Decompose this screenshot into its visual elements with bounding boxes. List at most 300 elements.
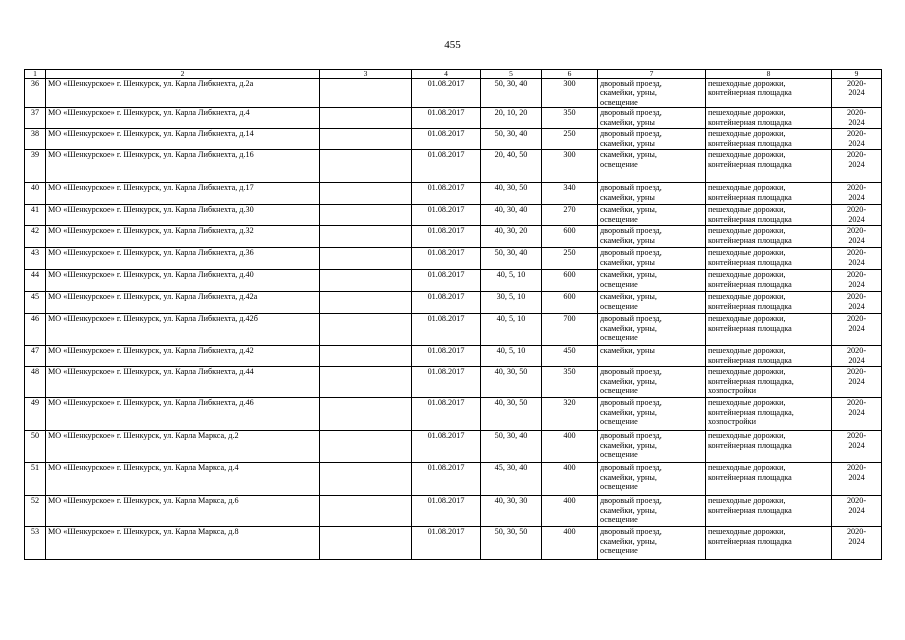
period-cell-line: 2020- bbox=[846, 183, 867, 193]
works-cell-line: скамейки, урны, bbox=[600, 407, 657, 417]
period-cell bbox=[832, 150, 882, 183]
date-cell: 01.08.2017 bbox=[412, 292, 481, 314]
additional-works-cell-line: пешеходные дорожки, bbox=[708, 367, 786, 377]
column-3-cell bbox=[320, 150, 412, 183]
additional-works-cell-line: пешеходные дорожки, bbox=[708, 270, 786, 280]
period-cell-line: 2020- bbox=[846, 270, 867, 280]
additional-works-cell bbox=[706, 367, 832, 398]
additional-works-cell-line: контейнерная площадка bbox=[708, 235, 792, 245]
values-cell: 40, 30, 30 bbox=[481, 496, 542, 527]
area-cell: 450 bbox=[542, 346, 598, 367]
column-3-cell bbox=[320, 431, 412, 463]
address-cell: МО «Шенкурское» г. Шенкурск, ул. Карла Либкнехта, д.2а bbox=[46, 79, 320, 108]
works-cell-line: освещение bbox=[600, 515, 638, 525]
values-cell: 50, 30, 40 bbox=[481, 431, 542, 463]
row-number: 39 bbox=[25, 150, 46, 183]
values-cell: 45, 30, 40 bbox=[481, 463, 542, 496]
period-cell-line: 2020- bbox=[846, 226, 867, 236]
period-cell bbox=[832, 270, 882, 292]
values-cell: 50, 30, 40 bbox=[481, 79, 542, 108]
values-cell: 20, 40, 50 bbox=[481, 150, 542, 183]
additional-works-cell-line: контейнерная площадка bbox=[708, 88, 792, 98]
area-cell: 400 bbox=[542, 496, 598, 527]
additional-works-cell bbox=[706, 108, 832, 129]
column-3-cell bbox=[320, 270, 412, 292]
period-cell bbox=[832, 398, 882, 431]
date-cell: 01.08.2017 bbox=[412, 527, 481, 560]
additional-works-cell bbox=[706, 346, 832, 367]
works-cell bbox=[598, 431, 706, 463]
works-cell-line: скамейки, урны, bbox=[600, 376, 657, 386]
area-cell: 600 bbox=[542, 270, 598, 292]
additional-works-cell-line: пешеходные дорожки, bbox=[708, 463, 786, 473]
period-cell-line: 2020- bbox=[846, 292, 867, 302]
works-cell-line: освещение bbox=[600, 450, 638, 460]
row-number: 51 bbox=[25, 463, 46, 496]
additional-works-cell-line: пешеходные дорожки, bbox=[708, 292, 786, 302]
additional-works-cell bbox=[706, 150, 832, 183]
works-cell-line: дворовый проезд, bbox=[600, 367, 662, 377]
additional-works-cell bbox=[706, 183, 832, 205]
works-cell-line: скамейки, урны bbox=[600, 257, 655, 267]
row-number: 49 bbox=[25, 398, 46, 431]
area-cell: 400 bbox=[542, 463, 598, 496]
works-cell-line: скамейки, урны, bbox=[600, 150, 657, 160]
works-cell bbox=[598, 183, 706, 205]
period-cell-line: 2020- bbox=[846, 129, 867, 139]
row-number: 48 bbox=[25, 367, 46, 398]
additional-works-cell-line: пешеходные дорожки, bbox=[708, 150, 786, 160]
date-cell: 01.08.2017 bbox=[412, 129, 481, 150]
additional-works-cell-line: контейнерная площадка bbox=[708, 138, 792, 148]
row-number: 42 bbox=[25, 226, 46, 248]
address-cell: МО «Шенкурское» г. Шенкурск, ул. Карла Либкнехта, д.42а bbox=[46, 292, 320, 314]
table-row bbox=[25, 270, 882, 292]
additional-works-cell-line: контейнерная площадка bbox=[708, 323, 792, 333]
works-cell-line: дворовый проезд, bbox=[600, 108, 662, 118]
period-cell-line: 2024 bbox=[848, 192, 865, 202]
works-cell-line: дворовый проезд, bbox=[600, 398, 662, 408]
improvement-table bbox=[24, 69, 882, 560]
values-cell: 40, 5, 10 bbox=[481, 314, 542, 346]
address-cell: МО «Шенкурское» г. Шенкурск, ул. Карла Либкнехта, д.42 bbox=[46, 346, 320, 367]
works-cell bbox=[598, 129, 706, 150]
works-cell-line: дворовый проезд, bbox=[600, 463, 662, 473]
additional-works-cell bbox=[706, 226, 832, 248]
period-cell bbox=[832, 248, 882, 270]
period-cell-line: 2020- bbox=[846, 314, 867, 324]
additional-works-cell-line: пешеходные дорожки, bbox=[708, 346, 786, 356]
row-number: 46 bbox=[25, 314, 46, 346]
works-cell bbox=[598, 527, 706, 560]
column-3-cell bbox=[320, 183, 412, 205]
period-cell bbox=[832, 367, 882, 398]
additional-works-cell-line: контейнерная площадка bbox=[708, 159, 792, 169]
period-cell bbox=[832, 292, 882, 314]
values-cell: 50, 30, 40 bbox=[481, 129, 542, 150]
works-cell-line: скамейки, урны, bbox=[600, 505, 657, 515]
works-cell-line: скамейки, урны, bbox=[600, 88, 657, 98]
period-cell bbox=[832, 527, 882, 560]
table-row bbox=[25, 150, 882, 183]
works-cell-line: скамейки, урны bbox=[600, 138, 655, 148]
values-cell: 40, 5, 10 bbox=[481, 346, 542, 367]
additional-works-cell bbox=[706, 129, 832, 150]
additional-works-cell-line: пешеходные дорожки, bbox=[708, 205, 786, 215]
period-cell-line: 2024 bbox=[848, 88, 865, 98]
additional-works-cell bbox=[706, 270, 832, 292]
period-cell-line: 2020- bbox=[846, 463, 867, 473]
column-header-5: 5 bbox=[481, 70, 542, 79]
period-cell-line: 2024 bbox=[848, 376, 865, 386]
table-row bbox=[25, 108, 882, 129]
works-cell bbox=[598, 108, 706, 129]
row-number: 37 bbox=[25, 108, 46, 129]
column-header-2: 2 bbox=[46, 70, 320, 79]
additional-works-cell-line: пешеходные дорожки, bbox=[708, 226, 786, 236]
table-row bbox=[25, 496, 882, 527]
column-header-6: 6 bbox=[542, 70, 598, 79]
additional-works-cell-line: контейнерная площадка bbox=[708, 505, 792, 515]
row-number: 50 bbox=[25, 431, 46, 463]
works-cell bbox=[598, 150, 706, 183]
row-number: 38 bbox=[25, 129, 46, 150]
address-cell: МО «Шенкурское» г. Шенкурск, ул. Карла Маркса, д.6 bbox=[46, 496, 320, 527]
additional-works-cell-line: контейнерная площадка bbox=[708, 472, 792, 482]
area-cell: 350 bbox=[542, 367, 598, 398]
date-cell: 01.08.2017 bbox=[412, 150, 481, 183]
works-cell bbox=[598, 496, 706, 527]
column-3-cell bbox=[320, 463, 412, 496]
works-cell-line: дворовый проезд, bbox=[600, 431, 662, 441]
period-cell-line: 2024 bbox=[848, 159, 865, 169]
works-cell-line: освещение bbox=[600, 333, 638, 343]
address-cell: МО «Шенкурское» г. Шенкурск, ул. Карла Либкнехта, д.14 bbox=[46, 129, 320, 150]
area-cell: 600 bbox=[542, 292, 598, 314]
works-cell-line: дворовый проезд, bbox=[600, 248, 662, 258]
additional-works-cell bbox=[706, 248, 832, 270]
works-cell bbox=[598, 292, 706, 314]
row-number: 53 bbox=[25, 527, 46, 560]
area-cell: 320 bbox=[542, 398, 598, 431]
address-cell: МО «Шенкурское» г. Шенкурск, ул. Карла Либкнехта, д.40 bbox=[46, 270, 320, 292]
date-cell: 01.08.2017 bbox=[412, 346, 481, 367]
column-3-cell bbox=[320, 314, 412, 346]
values-cell: 40, 30, 40 bbox=[481, 205, 542, 226]
additional-works-cell-line: контейнерная площадка bbox=[708, 355, 792, 365]
column-number-row bbox=[25, 70, 882, 79]
works-cell bbox=[598, 79, 706, 108]
area-cell: 300 bbox=[542, 79, 598, 108]
additional-works-cell bbox=[706, 496, 832, 527]
area-cell: 700 bbox=[542, 314, 598, 346]
period-cell-line: 2020- bbox=[846, 496, 867, 506]
column-header-7: 7 bbox=[598, 70, 706, 79]
table-row bbox=[25, 431, 882, 463]
period-cell-line: 2020- bbox=[846, 79, 867, 88]
address-cell: МО «Шенкурское» г. Шенкурск, ул. Карла Либкнехта, д.4 bbox=[46, 108, 320, 129]
works-cell-line: освещение bbox=[600, 214, 638, 224]
column-header-1: 1 bbox=[25, 70, 46, 79]
address-cell: МО «Шенкурское» г. Шенкурск, ул. Карла Маркса, д.4 bbox=[46, 463, 320, 496]
works-cell bbox=[598, 205, 706, 226]
address-cell: МО «Шенкурское» г. Шенкурск, ул. Карла Либкнехта, д.16 bbox=[46, 150, 320, 183]
table-row bbox=[25, 346, 882, 367]
date-cell: 01.08.2017 bbox=[412, 398, 481, 431]
additional-works-cell-line: контейнерная площадка bbox=[708, 214, 792, 224]
additional-works-cell-line: контейнерная площадка bbox=[708, 257, 792, 267]
period-cell-line: 2020- bbox=[846, 150, 867, 160]
table-row bbox=[25, 463, 882, 496]
date-cell: 01.08.2017 bbox=[412, 248, 481, 270]
period-cell-line: 2024 bbox=[848, 257, 865, 267]
values-cell: 40, 30, 50 bbox=[481, 183, 542, 205]
additional-works-cell-line: пешеходные дорожки, bbox=[708, 398, 786, 408]
column-3-cell bbox=[320, 367, 412, 398]
works-cell-line: скамейки, урны bbox=[600, 235, 655, 245]
additional-works-cell-line: контейнерная площадка bbox=[708, 279, 792, 289]
works-cell-line: дворовый проезд, bbox=[600, 496, 662, 506]
address-cell: МО «Шенкурское» г. Шенкурск, ул. Карла Либкнехта, д.36 bbox=[46, 248, 320, 270]
date-cell: 01.08.2017 bbox=[412, 314, 481, 346]
table-row bbox=[25, 292, 882, 314]
area-cell: 400 bbox=[542, 431, 598, 463]
column-3-cell bbox=[320, 496, 412, 527]
additional-works-cell-line: контейнерная площадка, bbox=[708, 376, 794, 386]
works-cell-line: освещение bbox=[600, 482, 638, 492]
period-cell-line: 2024 bbox=[848, 355, 865, 365]
additional-works-cell bbox=[706, 314, 832, 346]
additional-works-cell-line: пешеходные дорожки, bbox=[708, 496, 786, 506]
additional-works-cell bbox=[706, 205, 832, 226]
date-cell: 01.08.2017 bbox=[412, 205, 481, 226]
period-cell-line: 2020- bbox=[846, 346, 867, 356]
date-cell: 01.08.2017 bbox=[412, 226, 481, 248]
additional-works-cell-line: пешеходные дорожки, bbox=[708, 183, 786, 193]
additional-works-cell-line: хозпостройки bbox=[708, 417, 757, 427]
period-cell-line: 2024 bbox=[848, 323, 865, 333]
column-3-cell bbox=[320, 398, 412, 431]
works-cell-line: дворовый проезд, bbox=[600, 527, 662, 537]
works-cell bbox=[598, 463, 706, 496]
works-cell bbox=[598, 346, 706, 367]
column-3-cell bbox=[320, 292, 412, 314]
address-cell: МО «Шенкурское» г. Шенкурск, ул. Карла Маркса, д.2 bbox=[46, 431, 320, 463]
works-cell-line: скамейки, урны, bbox=[600, 270, 657, 280]
works-cell-line: скамейки, урны, bbox=[600, 536, 657, 546]
period-cell-line: 2024 bbox=[848, 117, 865, 127]
values-cell: 30, 5, 10 bbox=[481, 292, 542, 314]
works-cell-line: освещение bbox=[600, 159, 638, 169]
works-cell-line: освещение bbox=[600, 279, 638, 289]
address-cell: МО «Шенкурское» г. Шенкурск, ул. Карла Либкнехта, д.44 bbox=[46, 367, 320, 398]
values-cell: 40, 5, 10 bbox=[481, 270, 542, 292]
additional-works-cell-line: пешеходные дорожки, bbox=[708, 108, 786, 118]
additional-works-cell-line: пешеходные дорожки, bbox=[708, 314, 786, 324]
additional-works-cell bbox=[706, 79, 832, 108]
period-cell bbox=[832, 205, 882, 226]
works-cell-line: скамейки, урны bbox=[600, 346, 655, 356]
additional-works-cell bbox=[706, 431, 832, 463]
row-number: 45 bbox=[25, 292, 46, 314]
works-cell bbox=[598, 248, 706, 270]
column-header-3: 3 bbox=[320, 70, 412, 79]
table-row bbox=[25, 79, 882, 108]
period-cell-line: 2020- bbox=[846, 527, 867, 537]
period-cell-line: 2024 bbox=[848, 440, 865, 450]
table-row bbox=[25, 398, 882, 431]
period-cell bbox=[832, 496, 882, 527]
period-cell-line: 2020- bbox=[846, 398, 867, 408]
works-cell-line: освещение bbox=[600, 546, 638, 556]
date-cell: 01.08.2017 bbox=[412, 270, 481, 292]
column-3-cell bbox=[320, 205, 412, 226]
works-cell-line: дворовый проезд, bbox=[600, 226, 662, 236]
additional-works-cell bbox=[706, 292, 832, 314]
works-cell-line: скамейки, урны, bbox=[600, 472, 657, 482]
date-cell: 01.08.2017 bbox=[412, 108, 481, 129]
works-cell bbox=[598, 270, 706, 292]
period-cell bbox=[832, 314, 882, 346]
date-cell: 01.08.2017 bbox=[412, 496, 481, 527]
period-cell-line: 2020- bbox=[846, 248, 867, 258]
period-cell-line: 2020- bbox=[846, 367, 867, 377]
works-cell-line: скамейки, урны, bbox=[600, 292, 657, 302]
works-cell-line: скамейки, урны, bbox=[600, 440, 657, 450]
column-3-cell bbox=[320, 79, 412, 108]
column-header-4: 4 bbox=[412, 70, 481, 79]
additional-works-cell bbox=[706, 398, 832, 431]
address-cell: МО «Шенкурское» г. Шенкурск, ул. Карла Либкнехта, д.17 bbox=[46, 183, 320, 205]
table-body bbox=[25, 79, 882, 560]
additional-works-cell-line: пешеходные дорожки, bbox=[708, 431, 786, 441]
works-cell-line: дворовый проезд, bbox=[600, 183, 662, 193]
works-cell-line: дворовый проезд, bbox=[600, 314, 662, 324]
table-row bbox=[25, 205, 882, 226]
date-cell: 01.08.2017 bbox=[412, 431, 481, 463]
period-cell-line: 2024 bbox=[848, 138, 865, 148]
area-cell: 270 bbox=[542, 205, 598, 226]
additional-works-cell-line: контейнерная площадка bbox=[708, 301, 792, 311]
column-3-cell bbox=[320, 108, 412, 129]
period-cell bbox=[832, 108, 882, 129]
period-cell-line: 2024 bbox=[848, 214, 865, 224]
values-cell: 40, 30, 20 bbox=[481, 226, 542, 248]
address-cell: МО «Шенкурское» г. Шенкурск, ул. Карла Либкнехта, д.30 bbox=[46, 205, 320, 226]
period-cell bbox=[832, 431, 882, 463]
table-row bbox=[25, 183, 882, 205]
period-cell bbox=[832, 463, 882, 496]
period-cell-line: 2024 bbox=[848, 235, 865, 245]
period-cell-line: 2024 bbox=[848, 279, 865, 289]
column-3-cell bbox=[320, 248, 412, 270]
page-number: 455 bbox=[444, 39, 461, 51]
additional-works-cell-line: контейнерная площадка bbox=[708, 440, 792, 450]
works-cell-line: скамейки, урны, bbox=[600, 205, 657, 215]
area-cell: 250 bbox=[542, 248, 598, 270]
row-number: 41 bbox=[25, 205, 46, 226]
works-cell bbox=[598, 226, 706, 248]
area-cell: 250 bbox=[542, 129, 598, 150]
period-cell-line: 2024 bbox=[848, 472, 865, 482]
values-cell: 40, 30, 50 bbox=[481, 398, 542, 431]
date-cell: 01.08.2017 bbox=[412, 79, 481, 108]
additional-works-cell-line: пешеходные дорожки, bbox=[708, 129, 786, 139]
additional-works-cell-line: пешеходные дорожки, bbox=[708, 527, 786, 537]
additional-works-cell-line: пешеходные дорожки, bbox=[708, 79, 786, 88]
period-cell bbox=[832, 183, 882, 205]
additional-works-cell-line: контейнерная площадка bbox=[708, 117, 792, 127]
works-cell-line: освещение bbox=[600, 386, 638, 396]
period-cell bbox=[832, 129, 882, 150]
table-row bbox=[25, 527, 882, 560]
works-cell-line: освещение bbox=[600, 97, 638, 107]
works-cell bbox=[598, 314, 706, 346]
column-header-8: 8 bbox=[706, 70, 832, 79]
row-number: 52 bbox=[25, 496, 46, 527]
address-cell: МО «Шенкурское» г. Шенкурск, ул. Карла Либкнехта, д.46 bbox=[46, 398, 320, 431]
additional-works-cell bbox=[706, 527, 832, 560]
date-cell: 01.08.2017 bbox=[412, 183, 481, 205]
date-cell: 01.08.2017 bbox=[412, 367, 481, 398]
period-cell bbox=[832, 346, 882, 367]
address-cell: МО «Шенкурское» г. Шенкурск, ул. Карла Либкнехта, д.42б bbox=[46, 314, 320, 346]
row-number: 40 bbox=[25, 183, 46, 205]
row-number: 43 bbox=[25, 248, 46, 270]
values-cell: 20, 10, 20 bbox=[481, 108, 542, 129]
column-3-cell bbox=[320, 346, 412, 367]
column-3-cell bbox=[320, 226, 412, 248]
table-row bbox=[25, 129, 882, 150]
works-cell bbox=[598, 398, 706, 431]
works-cell bbox=[598, 367, 706, 398]
works-cell-line: дворовый проезд, bbox=[600, 129, 662, 139]
period-cell-line: 2020- bbox=[846, 205, 867, 215]
period-cell-line: 2024 bbox=[848, 505, 865, 515]
additional-works-cell bbox=[706, 463, 832, 496]
period-cell-line: 2024 bbox=[848, 301, 865, 311]
works-cell-line: освещение bbox=[600, 417, 638, 427]
additional-works-cell-line: контейнерная площадка bbox=[708, 536, 792, 546]
table-row bbox=[25, 314, 882, 346]
table-row bbox=[25, 226, 882, 248]
table-row bbox=[25, 367, 882, 398]
area-cell: 340 bbox=[542, 183, 598, 205]
area-cell: 300 bbox=[542, 150, 598, 183]
address-cell: МО «Шенкурское» г. Шенкурск, ул. Карла Маркса, д.8 bbox=[46, 527, 320, 560]
area-cell: 600 bbox=[542, 226, 598, 248]
period-cell-line: 2020- bbox=[846, 108, 867, 118]
values-cell: 40, 30, 50 bbox=[481, 367, 542, 398]
works-cell-line: скамейки, урны, bbox=[600, 323, 657, 333]
period-cell bbox=[832, 79, 882, 108]
column-header-9: 9 bbox=[832, 70, 882, 79]
additional-works-cell-line: пешеходные дорожки, bbox=[708, 248, 786, 258]
area-cell: 400 bbox=[542, 527, 598, 560]
works-cell-line: скамейки, урны bbox=[600, 192, 655, 202]
row-number: 47 bbox=[25, 346, 46, 367]
period-cell-line: 2020- bbox=[846, 431, 867, 441]
period-cell-line: 2024 bbox=[848, 407, 865, 417]
works-cell-line: дворовый проезд, bbox=[600, 79, 662, 88]
additional-works-cell-line: контейнерная площадка bbox=[708, 192, 792, 202]
date-cell: 01.08.2017 bbox=[412, 463, 481, 496]
period-cell-line: 2024 bbox=[848, 536, 865, 546]
period-cell bbox=[832, 226, 882, 248]
area-cell: 350 bbox=[542, 108, 598, 129]
column-3-cell bbox=[320, 527, 412, 560]
works-cell-line: освещение bbox=[600, 301, 638, 311]
